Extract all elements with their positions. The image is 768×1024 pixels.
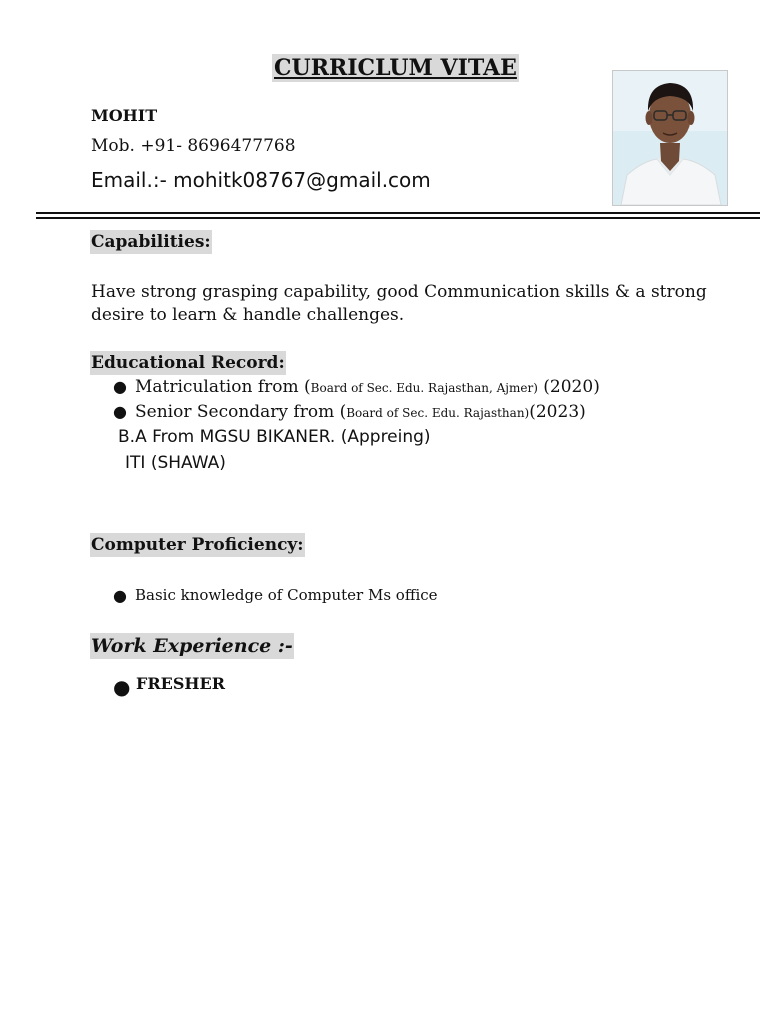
work-item: FRESHER: [136, 674, 226, 693]
education-item-senior-secondary: [135, 402, 586, 422]
bullet-icon: ●: [113, 586, 127, 605]
education-item-board: Board of Sec. Edu. Rajasthan, Ajmer): [310, 381, 538, 395]
work-heading: Work Experience :-: [91, 635, 293, 657]
header-rule-bottom: [36, 217, 760, 219]
cv-title: CURRICLUM VITAE: [274, 55, 517, 81]
person-photo-icon: [613, 71, 727, 205]
capabilities-heading: Capabilities:: [91, 232, 211, 252]
education-item-year: (2020): [537, 377, 600, 397]
email-address: Email.:- mohitk08767@gmail.com: [91, 168, 431, 192]
education-heading: Educational Record:: [91, 353, 285, 373]
mobile-number: Mob. +91- 8696477768: [91, 136, 296, 156]
education-item-board: Board of Sec. Edu. Rajasthan): [346, 406, 530, 420]
education-item-matriculation: [135, 377, 600, 397]
education-item-prefix: Matriculation from (: [135, 377, 311, 397]
header-rule-top: [36, 212, 760, 214]
bullet-icon: ●: [113, 402, 127, 421]
candidate-name: MOHIT: [91, 106, 158, 125]
computer-item: Basic knowledge of Computer Ms office: [135, 586, 438, 604]
education-item-prefix: Senior Secondary from (: [135, 402, 347, 422]
education-item-iti: ITI (SHAWA): [125, 453, 226, 473]
computer-heading: Computer Proficiency:: [91, 535, 304, 555]
education-item-year: (2023): [529, 402, 586, 422]
bullet-icon: ●: [113, 377, 127, 396]
capabilities-text: Have strong grasping capability, good Communication skills & a strong desire to learn & handle challenges.: [91, 282, 707, 325]
education-item-ba: B.A From MGSU BIKANER. (Appreing): [118, 427, 431, 447]
profile-photo: [612, 70, 728, 206]
bullet-icon: ●: [113, 675, 131, 699]
